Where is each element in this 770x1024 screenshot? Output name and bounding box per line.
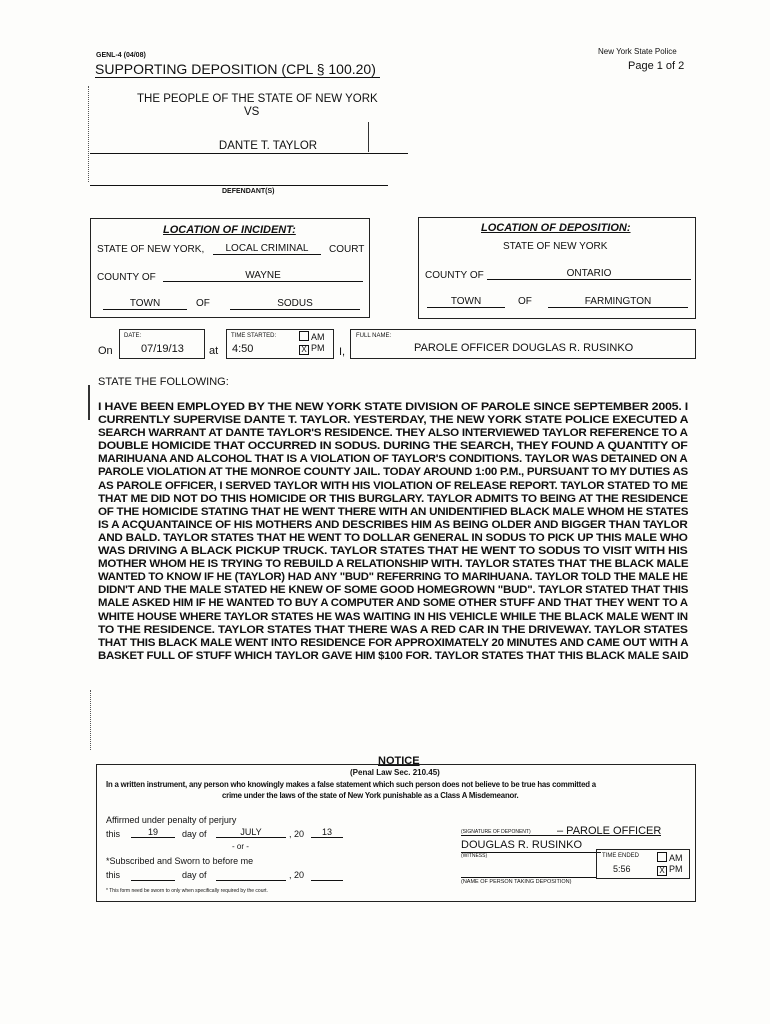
statement-line: WAS DRIVING A BLACK PICKUP TRUCK. TAYLOR STATES THAT HE WENT TO SODUS TO VISIT WITH HIS [98,545,688,558]
date-value: 07/19/13 [141,343,184,355]
affirm-day-of: day of [182,829,207,839]
incident-of: OF [196,298,210,309]
sworn-this: this [106,870,121,880]
end-pm-checked-icon: X [657,866,667,876]
sworn-year [311,880,343,881]
i-label: I, [339,346,346,358]
incident-county-label: COUNTY OF [97,272,156,283]
deposition-town: TOWN [427,296,505,308]
statement-line: TO THE RESIDENCE. TAYLOR STATES THAT THERE WAS A RED CAR IN THE DRIVEWAY. TAYLOR STATES [98,623,688,636]
sworn-day [131,880,175,881]
deposition-county-label: COUNTY OF [425,270,484,281]
statement-line: WANTED TO KNOW IF HE (TAYLOR) HAD ANY "BUD" REFERRING TO MARIHUANA. TAYLOR TOLD THE MALE HE [98,571,688,584]
date-label: DATE: [124,333,142,339]
sworn-line: *Subscribed and Sworn to before me [106,856,254,866]
affirm-line: Affirmed under penalty of perjury [106,815,237,825]
taker-label: (NAME OF PERSON TAKING DEPOSITION) [461,879,572,885]
notice-heading: NOTICE [378,755,420,767]
deposition-heading: LOCATION OF DEPOSITION: [481,222,631,234]
statement-line: THAT ME DID NOT DO THIS HOMICIDE OR THIS BURGLARY. TAYLOR ADMITS TO BEING AT THE RESIDENCE [98,492,688,505]
statement-line: PAROLE VIOLATION AT THE MONROE COUNTY JAIL. TODAY AROUND 1:00 P.M., PURSUANT TO MY DUTIES AS [98,466,688,479]
notice-law: (Penal Law Sec. 210.45) [350,768,440,777]
affirm-month: JULY [216,827,286,838]
defendant-label: DEFENDANT(S) [222,188,275,195]
incident-county: WAYNE [163,270,363,282]
time-value: 4:50 [232,343,254,355]
statement-body [98,401,688,663]
end-pm-option: X PM [657,864,683,876]
statement-line: THAT THIS BLACK MALE WENT INTO RESIDENCE FOR APPROXIMATELY 20 MINUTES AND CAME OUT WITH A [98,636,689,649]
affirm-this: this [106,829,121,839]
witness-label: (WITNESS) [461,853,488,859]
affirm-or: - or - [232,842,249,851]
pm-checked-icon: X [299,345,309,355]
incident-state: STATE OF NEW YORK, [97,244,205,255]
statement-line: CURRENTLY SUPERVISE DANTE T. TAYLOR. YESTERDAY, THE NEW YORK STATE POLICE EXECUTED A [98,414,689,427]
signature-value-1: – PAROLE OFFICER [557,825,662,837]
statement-line: MOTHER WHOM HE IS TRYING TO REBUILD A RELATIONSHIP WITH. TAYLOR STATES THAT THE BLACK MALE [98,558,689,571]
defendant-name: DANTE T. TAYLOR [90,140,408,154]
notice-text-2: crime under the laws of the state of New York punishable as a Class A Misdemeanor. [222,791,519,800]
statement-line: MARIHUANA AND ALCOHOL THAT IS A VIOLATION OF TAYLOR'S CONDITIONS. TAYLOR WAS DETAINED ON A [98,453,688,466]
sworn-day-of: day of [182,870,207,880]
statement-line: OF THE HOMICIDE STATING THAT HE WENT THERE WITH AN UNIDENTIFIED BLACK MALE WHOM HE STATES [98,505,689,518]
form-title: SUPPORTING DEPOSITION (CPL § 100.20) [95,61,380,78]
incident-heading: LOCATION OF INCIDENT: [163,224,296,236]
at-label: at [209,345,219,357]
end-am-checkbox-icon [657,852,667,862]
affirm-year-prefix: , 20 [289,829,305,839]
statement-line: BASKET FULL OF STUFF WHICH TAYLOR GAVE HIM $100 FOR. TAYLOR STATES THAT THIS BLACK MALE SAID [98,649,689,662]
incident-court-label: COURT [329,244,365,255]
sworn-year-prefix: , 20 [289,870,305,880]
affirm-day: 19 [131,827,175,838]
fullname-label: FULL NAME: [356,333,392,339]
am-checkbox-icon [299,331,309,341]
signature-label: (SIGNATURE OF DEPONENT) [461,829,531,835]
statement-line: DOUBLE HOMICIDE THAT OCCURRED IN SODUS. DURING THE SEARCH, THEY FOUND A QUANTITY OF [98,440,688,453]
caption-people: THE PEOPLE OF THE STATE OF NEW YORK [137,93,378,105]
time-label: TIME STARTED: [231,333,277,339]
statement-line: IS A ACQUANTAINCE OF HIS MOTHERS AND DESCRIBES HIM AS BEING OLDER AND BIGGER THAN TAYLOR [98,518,688,531]
taker-line [461,877,596,878]
statement-line: DIDN'T AND THE MALE STATED HE KNEW OF SOME GOOD HOMEGROWN "BUD". TAYLOR STATED THAT THIS [98,584,689,597]
time-pm-option: X PM [299,343,325,355]
fullname-value: PAROLE OFFICER DOUGLAS R. RUSINKO [414,342,634,354]
incident-town: TOWN [103,298,187,310]
statement-intro: STATE THE FOLLOWING: [98,376,229,388]
signature-value-2: DOUGLAS R. RUSINKO [461,839,583,851]
statement-line: AS PAROLE OFFICER, I SERVED TAYLOR WITH HIS VIOLATION OF RELEASE REPORT. TAYLOR STATED TO ME [98,479,688,492]
statement-line: WHITE HOUSE WHERE TAYLOR STATES HE WAS WAITING IN HIS VEHICLE WHILE THE BLACK MALE WENT IN [98,610,688,623]
affirm-footnote: * This form need be sworn to only when specifically required by the court. [106,888,268,894]
page-number: Page 1 of 2 [628,60,685,72]
time-ended-value: 5:56 [613,864,631,874]
notice-text-1: In a written instrument, any person who knowingly makes a false statement which such person does not believe to be true has committed a [106,780,596,789]
deposition-state: STATE OF NEW YORK [503,241,608,252]
incident-court: LOCAL CRIMINAL [213,243,321,255]
statement-line: AND BALD. TAYLOR STATES THAT HE WENT TO DOLLAR GENERAL IN SODUS TO PICK UP THIS MALE WHO [98,531,688,544]
time-am-option: AM [299,331,325,342]
statement-line: I HAVE BEEN EMPLOYED BY THE NEW YORK STATE DIVISION OF PAROLE SINCE SEPTEMBER 2005. I [98,401,688,413]
on-label: On [98,345,113,357]
incident-town-name: SODUS [230,298,360,310]
statement-line: MALE ASKED HIM IF HE WANTED TO BUY A COMPUTER AND SOME OTHER STUFF AND THAT THEY WENT TO A [98,597,688,610]
deposition-town-name: FARMINGTON [548,296,688,308]
form-code: GENL-4 (04/08) [96,52,146,59]
time-ended-label: TIME ENDED [602,853,640,859]
sworn-month [216,880,286,881]
affirm-year: 13 [311,827,343,838]
deposition-of: OF [518,296,532,307]
caption-vs: VS [244,106,260,118]
agency-name: New York State Police [598,47,677,56]
deposition-county: ONTARIO [487,268,691,280]
statement-line: SEARCH WARRANT AT DANTE TAYLOR'S RESIDENCE. THEY ALSO INTERVIEWED TAYLOR REFERENCE TO A [98,427,688,440]
end-am-option: AM [657,852,683,863]
